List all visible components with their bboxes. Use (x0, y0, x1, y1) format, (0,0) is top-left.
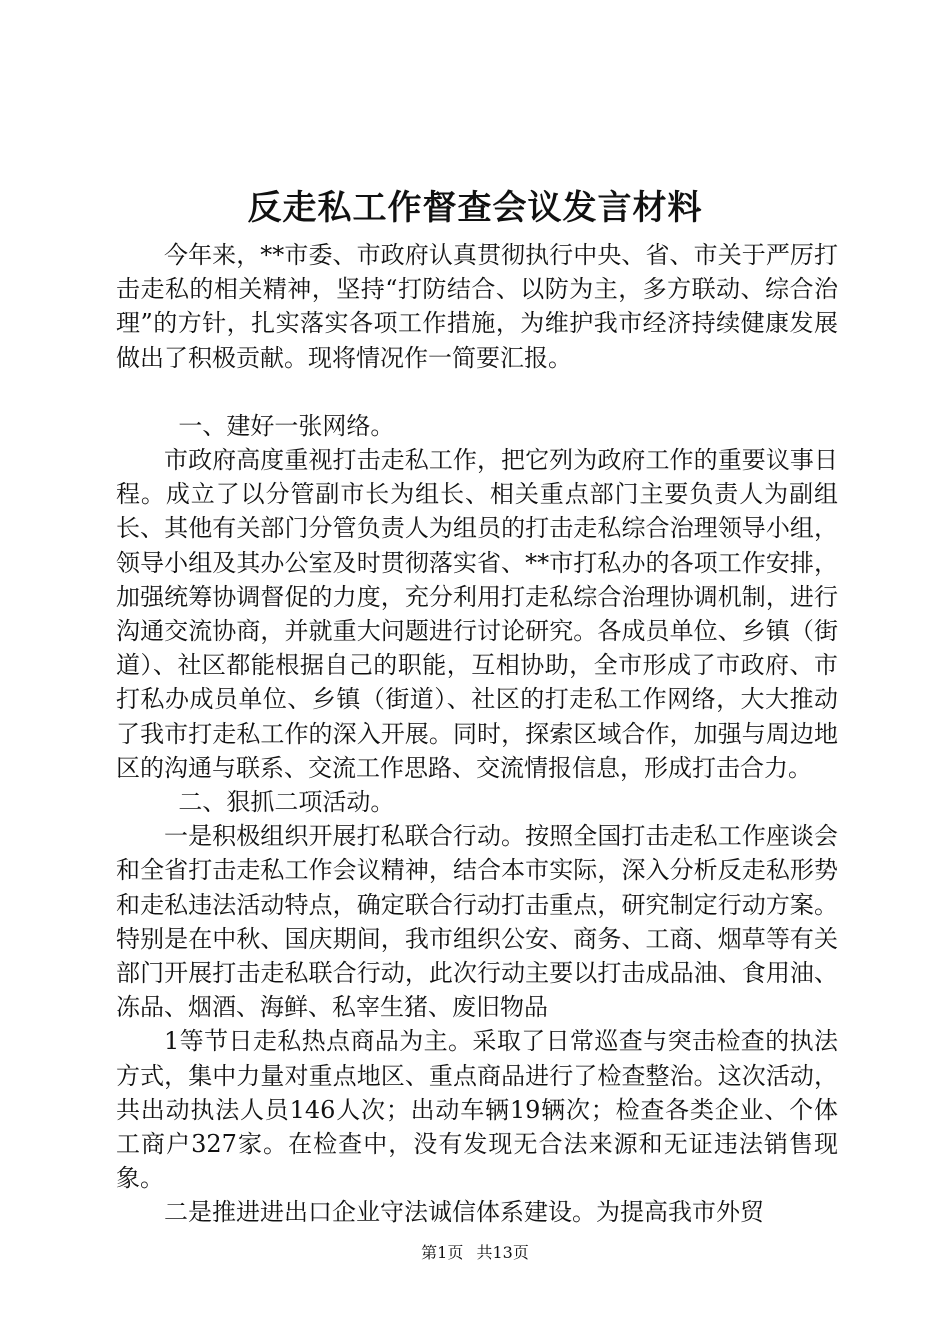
page-number: 第1页 (421, 1243, 464, 1262)
section-2-paragraph-3: 二是推进进出口企业守法诚信体系建设。为提高我市外贸 (164, 1198, 764, 1227)
section-1-paragraph: 市政府高度重视打击走私工作，把它列为政府工作的重要议事日程。成立了以分管副市长为组长、相关重点部门主要负责人为副组长、其他有关部门分管负责人为组员的打击走私综合治理领导小组，领导小组及其办公室及时贯彻落实省、**市打私办的各项工作安排，加强统筹协调督促的力度，充分利用打走私综合治理协调机制，进行沟通交流协商，并就重大问题进行讨论研究。各成员单位、乡镇（街道）、社区都能根据自己的职能，互相协助，全市形成了市政府、市打私办成员单位、乡镇（街道）、社区的打走私工作网络，大大推动了我市打走私工作的深入开展。同时，探索区域合作，加强与周边地区的沟通与联系、交流工作思路、交流情报信息，形成打击合力。 (116, 446, 838, 782)
section-heading-1: 一、建好一张网络。 (178, 411, 395, 440)
section-2-paragraph-2: 1等节日走私热点商品为主。采取了日常巡查与突击检查的执法方式，集中力量对重点地区、重点商品进行了检查整治。这次活动，共出动执法人员146人次；出动车辆19辆次；检查各类企业、个体工商户327家。在检查中，没有发现无合法来源和无证违法销售现象。 (116, 1027, 838, 1193)
page-footer (0, 1243, 950, 1263)
document-title: 反走私工作督查会议发言材料 (247, 188, 703, 228)
section-heading-2: 二、狠抓二项活动。 (178, 788, 395, 817)
section-2-paragraph-1: 一是积极组织开展打私联合行动。按照全国打击走私工作座谈会和全省打击走私工作会议精神，结合本市实际，深入分析反走私形势和走私违法活动特点，确定联合行动打击重点，研究制定行动方案。特别是在中秋、国庆期间，我市组织公安、商务、工商、烟草等有关部门开展打击走私联合行动，此次行动主要以打击成品油、食用油、冻品、烟酒、海鲜、私宰生猪、废旧物品 (116, 822, 838, 1022)
page-total: 共13页 (476, 1243, 529, 1262)
document-body (116, 238, 838, 1230)
intro-paragraph: 今年来，**市委、市政府认真贯彻执行中央、省、市关于严厉打击走私的相关精神，坚持“打防结合、以防为主，多方联动、综合治理”的方针，扎实落实各项工作措施，为维护我市经济持续健康发展做出了积极贡献。现将情况作一简要汇报。 (116, 241, 838, 372)
